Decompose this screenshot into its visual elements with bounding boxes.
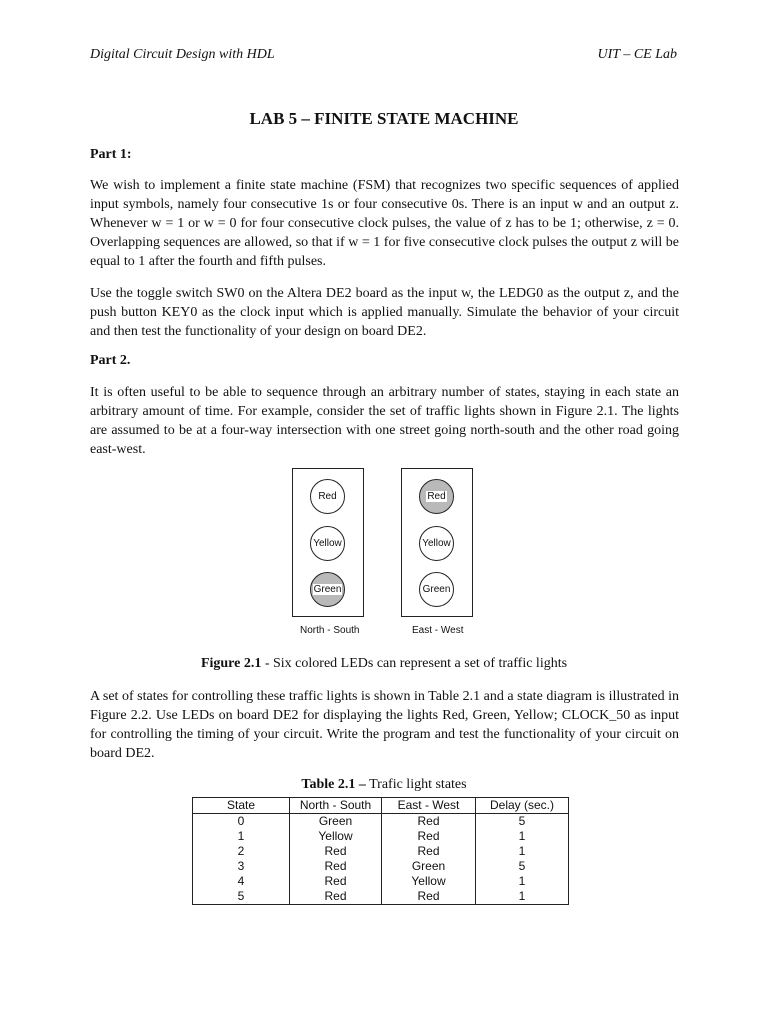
north-south-yellow-light xyxy=(310,526,345,561)
cell-state: 1 xyxy=(193,829,290,844)
traffic-light-east-west xyxy=(401,468,473,617)
table-row xyxy=(193,889,569,905)
figure-caption-label: Figure 2.1 xyxy=(200,656,262,671)
cell-state: 2 xyxy=(193,844,290,859)
cell-east-west: Red xyxy=(382,829,476,844)
part1-heading: Part 1: xyxy=(90,147,132,162)
cell-delay: 1 xyxy=(476,889,569,905)
table-row xyxy=(193,874,569,889)
cell-east-west: Red xyxy=(382,889,476,905)
figure-caption xyxy=(0,656,768,672)
east-west-label: East - West xyxy=(412,625,464,636)
part1-paragraph-2: Use the toggle switch SW0 on the Altera DE2 board as the input w, the LEDG0 as the output z, and the push button KEY0 as the clock input which is applied manually. Simulate the behavior of your circuit and then test the functionality of your design on board DE2. xyxy=(90,286,679,339)
header-lab-name: UIT – CE Lab xyxy=(597,47,677,62)
part2-paragraph-2: A set of states for controlling these traffic lights is shown in Table 2.1 and a state diagram is illustrated in Figure 2.2. Use LEDs on board DE2 for displaying the lights Red, Green, Yellow; CLOCK_50 as input for controlling the timing of your circuit. Write the program and test the functionality of your circuit on board DE2. xyxy=(90,689,679,761)
table-caption-label: Table 2.1 – xyxy=(301,777,366,792)
cell-east-west: Yellow xyxy=(382,874,476,889)
table-caption-text: Trafic light states xyxy=(365,777,467,792)
table-row xyxy=(193,829,569,844)
cell-delay: 5 xyxy=(476,814,569,830)
east-west-red-label: Red xyxy=(427,491,446,502)
cell-north-south: Red xyxy=(290,844,382,859)
part1-paragraph-1: We wish to implement a finite state machine (FSM) that recognizes two specific sequences of applied input symbols, namely four consecutive 1s or four consecutive 0s. There is an input w and an output z. Whenever w = 1 or w = 0 for four consecutive clock pulses, the value of z has to be 1; otherwise, z = 0. Overlapping sequences are allowed, so that if w = 1 for five consecutive clock pulses the output z will be equal to 1 after the fourth and fifth pulses. xyxy=(90,178,679,269)
north-south-red-light xyxy=(310,479,345,514)
cell-state: 4 xyxy=(193,874,290,889)
header-course-title: Digital Circuit Design with HDL xyxy=(90,47,275,62)
cell-east-west: Red xyxy=(382,814,476,830)
cell-north-south: Red xyxy=(290,889,382,905)
cell-delay: 5 xyxy=(476,859,569,874)
north-south-green-light xyxy=(310,572,345,607)
table-header-row xyxy=(193,798,569,814)
cell-state: 0 xyxy=(193,814,290,830)
header-north-south: North - South xyxy=(290,798,382,814)
header-state: State xyxy=(193,798,290,814)
cell-state: 5 xyxy=(193,889,290,905)
cell-north-south: Green xyxy=(290,814,382,830)
east-west-green-light xyxy=(419,572,454,607)
cell-east-west: Green xyxy=(382,859,476,874)
header-delay: Delay (sec.) xyxy=(476,798,569,814)
cell-east-west: Red xyxy=(382,844,476,859)
part2-heading: Part 2. xyxy=(90,353,131,368)
north-south-red-label: Red xyxy=(318,491,337,502)
cell-north-south: Red xyxy=(290,859,382,874)
traffic-light-states-table xyxy=(192,797,569,905)
north-south-yellow-label: Yellow xyxy=(313,538,342,549)
cell-delay: 1 xyxy=(476,844,569,859)
cell-delay: 1 xyxy=(476,874,569,889)
east-west-green-label: Green xyxy=(422,584,451,595)
table-caption xyxy=(0,777,768,793)
cell-state: 3 xyxy=(193,859,290,874)
north-south-green-label: Green xyxy=(313,584,342,595)
table-row xyxy=(193,814,569,830)
cell-north-south: Red xyxy=(290,874,382,889)
figure-caption-text: - Six colored LEDs can represent a set of traffic lights xyxy=(261,656,568,671)
east-west-yellow-light xyxy=(419,526,454,561)
traffic-light-north-south xyxy=(292,468,364,617)
cell-delay: 1 xyxy=(476,829,569,844)
lab-title: LAB 5 – FINITE STATE MACHINE xyxy=(249,109,519,128)
header-east-west: East - West xyxy=(382,798,476,814)
east-west-red-light xyxy=(419,479,454,514)
north-south-label: North - South xyxy=(300,625,360,636)
cell-north-south: Yellow xyxy=(290,829,382,844)
table-row xyxy=(193,844,569,859)
part2-paragraph-1: It is often useful to be able to sequence through an arbitrary number of states, staying in each state an arbitrary amount of time. For example, consider the set of traffic lights shown in Figure 2.1. The lights are assumed to be at a four-way intersection with one street going north-south and the other road going east-west. xyxy=(90,385,679,457)
east-west-yellow-label: Yellow xyxy=(422,538,451,549)
table-row xyxy=(193,859,569,874)
